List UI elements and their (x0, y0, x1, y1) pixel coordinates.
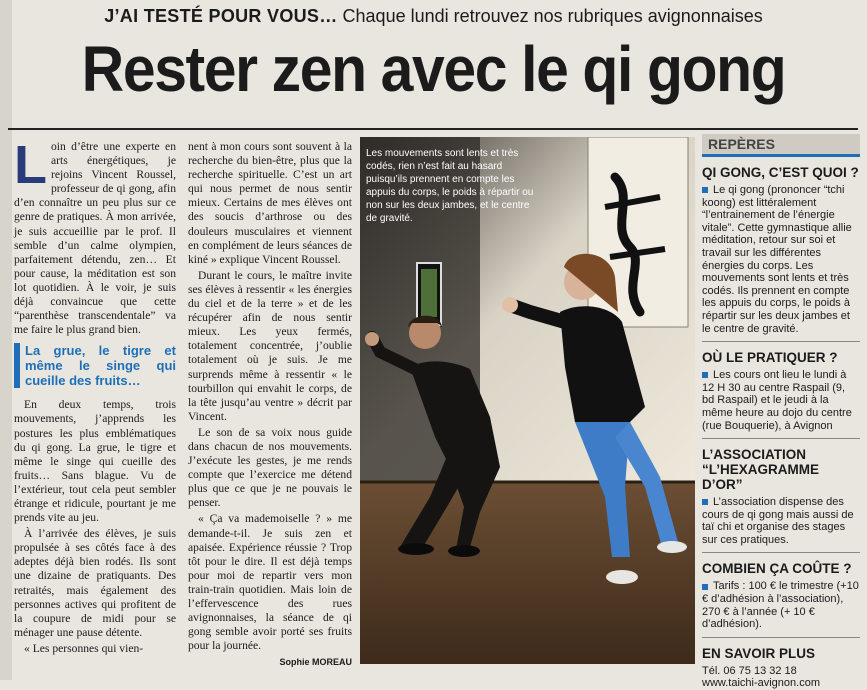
bullet-square-icon (702, 187, 708, 193)
sidebar-text-cost: Tarifs : 100 € le trimestre (+10 € d’adhésion à l’association), 270 € à l’année (+ 10 € d’adhésion). (702, 580, 859, 631)
reperes-sidebar (702, 134, 860, 690)
kicker-text: Chaque lundi retrouvez nos rubriques avignonnaises (337, 6, 763, 26)
drop-cap: L (14, 135, 47, 195)
sidebar-website: www.taichi-avignon.com (702, 677, 820, 690)
headline: Rester zen avec le qi gong (81, 33, 786, 105)
paragraph-1: Loin d’être une experte en arts énergétiques, je rejoins Vincent Roussel, professeur de qi gong, afin d’en connaître un peu plus sur ce genre de pratiques. À mon arrivée, je suis accueillie par le prof. Il semble d’un calme olympien, parfaitement détendu, zen… Et pour cause, la méditation est son lot quotidien. À le voir, je suis déjà convaincue que cette “parenthèse transcendentale” va me faire le plus grand bien. (14, 135, 176, 337)
bullet-square-icon (702, 499, 708, 505)
sidebar-text-where: Les cours ont lieu le lundi à 12 H 30 au centre Raspail (9, bd Raspail) et le jeudi à la même heure au dojo du centre (rue Bouquerie), à Avignon (702, 369, 852, 432)
paragraph-6: Durant le cours, le maître invite ses élèves à ressentir « les énergies du ciel et de la terre » et de les récupérer afin de nous sentir mieux. Les yeux fermés, totalement concentrée, j’oublie totalement où je suis. Je me surprends même à ressentir « le tourbillon qui envahit le corps, de la tête jusqu’au ventre » décrit par Vincent. (188, 268, 352, 423)
sidebar-divider (702, 637, 860, 638)
paragraph-8: « Ça va mademoiselle ? » me demande-t-il. Je suis zen et apaisée. Expérience réussie ? Trop tôt pour le dire. Il est déjà temps pour moi de repartir vers mon train-train quotidien. Mais loin de l’effervescence des rues avignonnaises, la séance de qi gong semble avoir porté ses fruits pour la journée. (188, 512, 352, 653)
author-signature: Sophie MOREAU (279, 657, 352, 668)
article-photo (360, 137, 695, 664)
sidebar-heading-more: EN SAVOIR PLUS (702, 645, 816, 661)
adjacent-page-bleed (0, 0, 12, 680)
sidebar-tab: REPÈRES (702, 134, 860, 157)
article-column-1 (14, 135, 176, 658)
kicker (0, 6, 867, 27)
bullet-square-icon (702, 584, 708, 590)
sidebar-text-what: Le qi gong (prononcer “tchi koong) est littéralement “l’entrainement de l’énergie vitale”. Cette gymnastique allie méditation, retour sur soi et travail sur les différentes énergies du corps. Les mouvements sont lents et très codés. Ils prennent en compte les appuis du corps, le poids à répartir sur les deux jambes et le centre de gravité. (702, 184, 852, 335)
sidebar-heading-where: OÙ LE PRATIQUER ? (702, 350, 838, 366)
sidebar-phone: Tél. 06 75 13 32 18 (702, 664, 797, 677)
headline-rule (8, 128, 858, 130)
subheading: La grue, le tigre et même le singe qui cueille des fruits… (14, 343, 176, 388)
sidebar-divider (702, 341, 860, 342)
sidebar-text-association: L’association dispense des cours de qi gong mais aussi de taï chi et organise des stages sur ces pratiques. (702, 496, 854, 546)
sidebar-heading-cost: COMBIEN ÇA COÛTE ? (702, 561, 852, 577)
paragraph-2: En deux temps, trois mouvements, j’apprends les postures les plus emblématiques du qi gong. La grue, le tigre et même le singe qui cueille des fruits… Sans blague. Vu de l’extérieur, tout cela peut sembler étrange et ridicule, pourtant je me prends vite au jeu. (14, 398, 176, 525)
paragraph-3: À l’arrivée des élèves, je suis propulsée à ses côtés face à des adeptes déjà bien rodés. Ils sont une dizaine de pratiquants. Des retraités, mais également des personnes actives qui profitent de la coupure de midi pour se ménager une pause détente. (14, 527, 176, 639)
bullet-square-icon (702, 372, 708, 378)
sidebar-divider (702, 552, 860, 553)
photo-caption: Les mouvements sont lents et très codés, rien n’est fait au hasard puisqu’ils prennent en compte les appuis du corps, le poids à répartir ou non sur les deux jambes, et le centre de gravité. (366, 148, 534, 224)
sidebar-divider (702, 438, 860, 439)
paragraph-4: « Les personnes qui vien- (24, 641, 144, 655)
article-column-2 (188, 140, 352, 669)
paragraph-5: nent à mon cours sont souvent à la recherche du bien-être, plus que la recherche spirituelle. C’est un art qui nous permet de nous sentir mieux. Certains de mes élèves ont des soucis d’arthrose ou des douleurs musculaires et viennent en complément de leurs séances de kiné » explique Vincent Roussel. (188, 140, 352, 266)
paragraph-7: Le son de sa voix nous guide dans chacun de nos mouvements. J’exécute les gestes, je me rends compte que l’exercice me détend plus que ce que je ne pouvais le penser. (188, 425, 352, 510)
sidebar-heading-what: QI GONG, C’EST QUOI ? (702, 165, 859, 180)
kicker-label: J’AI TESTÉ POUR VOUS… (104, 6, 338, 26)
sidebar-heading-association: L’ASSOCIATION “L’HEXAGRAMME D’OR” (702, 447, 820, 493)
